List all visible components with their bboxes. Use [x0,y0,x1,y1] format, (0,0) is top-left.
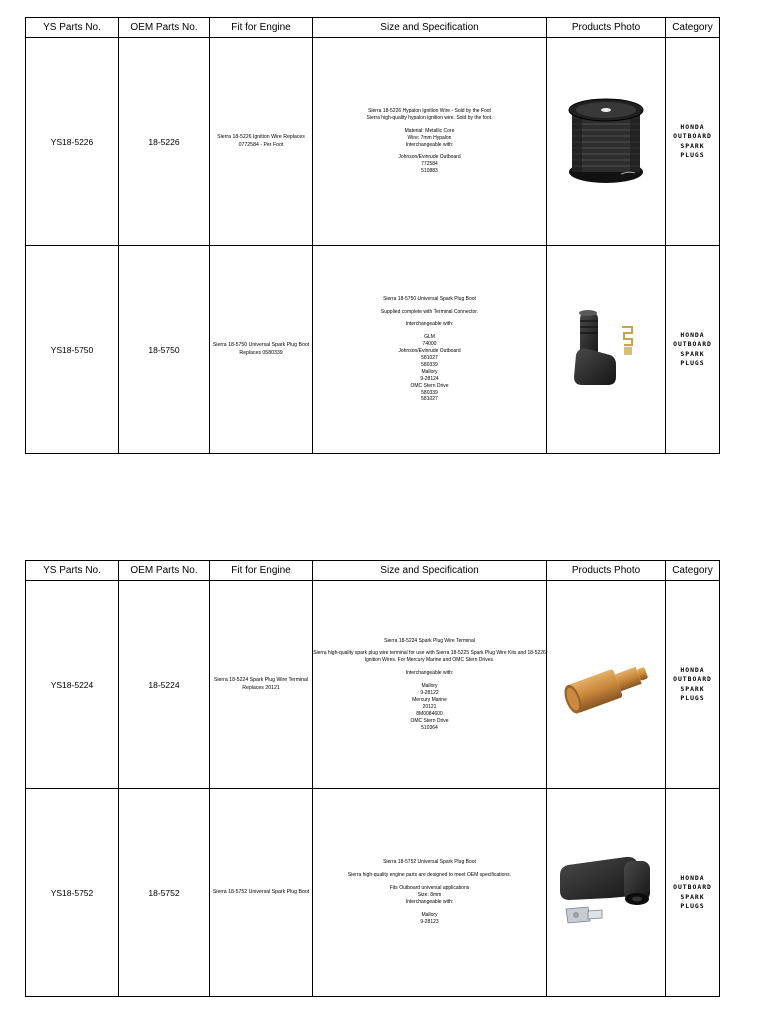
spec-line: Sierra 18-5226 Hypalon Ignition Wire - Sold by the Foot [368,107,491,114]
header-fit-for-engine: Fit for Engine [210,561,313,581]
table-row [26,38,720,246]
category-line: HONDA [680,873,705,882]
spec-line: Wire: 7mm Hypalon [407,134,452,141]
spec-line: GLM [424,334,435,341]
header-oem-parts-no: OEM Parts No. [119,18,210,38]
category [666,789,720,997]
header-ys-parts-no: YS Parts No. [26,18,119,38]
spec-line: Mercury Marine [412,696,447,703]
category-line: PLUGS [680,358,705,367]
product-photo [547,581,666,789]
spec-line: Sierra 18-5752 Universal Spark Plug Boot [383,859,476,866]
category-line: SPARK [680,892,705,901]
spec-line: Sierra high-quality spark plug wire terminal for use with Sierra 18-5225 Spark Plug Wire Kits and 18-5226 Ignition Wires. For Mercury Marine and OMC Stern Drives. [313,650,546,664]
header-category: Category [666,561,720,581]
category-line: HONDA [680,122,705,131]
spec-line: 772584 [421,161,438,168]
header-ys-parts-no: YS Parts No. [26,561,119,581]
product-photo [547,246,666,454]
ys-part-number: YS18-5226 [26,38,119,246]
ys-part-number: YS18-5750 [26,246,119,454]
category-line: OUTBOARD [673,132,712,141]
product-photo [547,38,666,246]
header-oem-parts-no: OEM Parts No. [119,561,210,581]
header-size-spec: Size and Specification [313,561,547,581]
fit-for-engine: Sierra 18-5224 Spark Plug Wire Terminal Replaces 20121 [210,581,313,789]
header-category: Category [666,18,720,38]
table-row [26,789,720,997]
spec-line: Sierra 18-5750 Universal Spark Plug Boot [383,295,476,302]
spec-line: Sierra high-quality hypalon ignition wire. Sold by the foot. [366,114,493,121]
spec-line: Sierra 18-5224 Spark Plug Wire Terminal [384,637,475,644]
spec-line: 9-28123 [420,918,439,925]
spec-line: Interchangeable with: [405,898,454,905]
spec-line: Johnson/Evinrude Outboard [398,348,461,355]
spec-line: 74000 [422,341,437,348]
category-line: OUTBOARD [673,340,712,349]
category-line: PLUGS [680,901,705,910]
spec-line: Mallory [421,911,438,918]
spec-line: OMC Stern Drive [410,717,449,724]
spec-line: 581027 [421,396,438,403]
spec-line: Sierra high-quality engine parts are designed to meet OEM specifications. [347,872,512,879]
spec-line: 20121 [422,703,437,710]
category-line: SPARK [680,349,705,358]
fit-for-engine: Sierra 18-5752 Universal Spark Plug Boot [210,789,313,997]
parts-table-2 [25,560,720,997]
parts-table-1 [25,17,720,454]
spec-line: 8M0084600 [416,710,443,717]
oem-part-number: 18-5224 [119,581,210,789]
oem-part-number: 18-5752 [119,789,210,997]
spec-line: OMC Stern Drive [410,382,449,389]
spec-line: Interchangeable with: [405,321,454,328]
spec-line: Mallory [421,368,438,375]
specification [313,581,547,789]
spec-line: Supplied complete with Terminal Connector. [380,308,479,315]
spark-plug-boot-icon [566,307,646,393]
ignition-wire-spool-icon [561,94,651,190]
spec-line: Interchangeable with: [405,670,454,677]
angled-boot-icon [554,851,658,935]
ys-part-number: YS18-5224 [26,581,119,789]
spec-line: 580339 [421,361,438,368]
spec-line: 9-28122 [420,690,439,697]
product-photo [547,789,666,997]
specification [313,789,547,997]
category-line: HONDA [680,665,705,674]
table-row [26,246,720,454]
header-row [26,561,720,581]
spec-line: 581027 [421,355,438,362]
spec-line: Material: Metallic Core [404,127,455,134]
ys-part-number: YS18-5752 [26,789,119,997]
category-line: SPARK [680,141,705,150]
fit-for-engine: Sierra 18-5750 Universal Spark Plug Boot Replaces 0580339 [210,246,313,454]
category-line: SPARK [680,684,705,693]
specification [313,246,547,454]
category-line: PLUGS [680,693,705,702]
specification [313,38,547,246]
category-line: HONDA [680,330,705,339]
spec-line: Johnson/Evinrude Outboard [398,154,461,161]
spec-line: Fits Outboard universal applications [389,885,470,892]
fit-for-engine: Sierra 18-5226 Ignition Wire Replaces 0772584 - Per Foot [210,38,313,246]
category-line: OUTBOARD [673,675,712,684]
spec-line: 510883 [421,168,438,175]
oem-part-number: 18-5226 [119,38,210,246]
header-products-photo: Products Photo [547,18,666,38]
header-row [26,18,720,38]
category [666,581,720,789]
header-size-spec: Size and Specification [313,18,547,38]
spec-line: Mallory [421,683,438,690]
header-products-photo: Products Photo [547,561,666,581]
spec-line: Size: 8mm [417,892,442,899]
header-fit-for-engine: Fit for Engine [210,18,313,38]
wire-terminal-icon [556,650,656,720]
category [666,246,720,454]
table-row [26,581,720,789]
spec-line: 510364 [421,724,438,731]
spec-line: 9-28124 [420,375,439,382]
spec-line: 580339 [421,389,438,396]
category [666,38,720,246]
oem-part-number: 18-5750 [119,246,210,454]
category-line: PLUGS [680,150,705,159]
category-line: OUTBOARD [673,883,712,892]
spec-line: Interchangeable with: [405,141,454,148]
